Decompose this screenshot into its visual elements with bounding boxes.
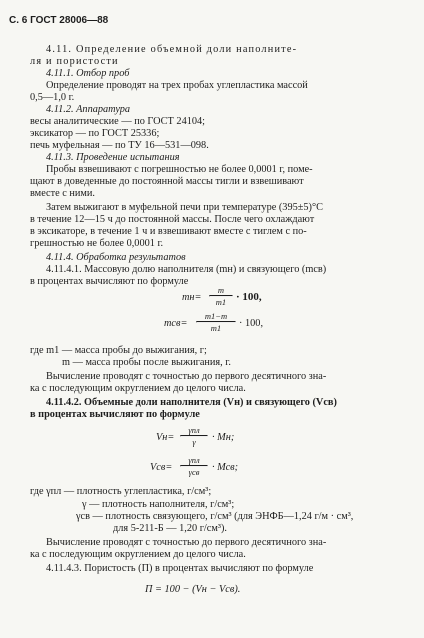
definition-line: для 5-211-Б — 1,20 г/см³).: [113, 523, 227, 534]
paragraph-line: в эксикаторе, в течение 1 ч и взвешивают вместе с тиглем с по-: [30, 226, 307, 237]
formula-lhs: mн=: [182, 292, 202, 303]
fraction-denominator: γ: [192, 437, 196, 447]
definition-line: γсв — плотность связующего, г/см³ (для ЭНФБ—1,24 г/м · см³,: [76, 511, 354, 522]
list-item: печь муфельная — по ТУ 16—531—098.: [30, 140, 209, 151]
formula-lhs: mсв=: [164, 318, 188, 329]
paragraph-line: Вычисление проводят с точностью до первого десятичного зна-: [46, 371, 327, 382]
subsection-title: 4.11.4. Обработка результатов: [46, 252, 186, 263]
paragraph-line: Пробы взвешивают с погрешностью не более 0,0001 г, поме-: [46, 164, 313, 175]
definition-line: m — масса пробы после выжигания, г.: [62, 357, 231, 368]
list-item: весы аналитические — по ГОСТ 24104;: [30, 116, 206, 127]
formula-lhs: Vсв=: [150, 462, 173, 473]
fraction-numerator: γпл: [188, 455, 200, 465]
definition-line: γ — плотность наполнителя, г/см³;: [82, 499, 235, 510]
formula-fraction: [180, 425, 208, 447]
formula-fraction: [196, 311, 236, 333]
section-title-line1: 4.11. Определение объемной доли наполните-: [46, 44, 298, 55]
definition-line: где m1 — масса пробы до выжигания, г;: [30, 345, 207, 356]
formula-porosity: П = 100 − (Vн − Vсв).: [145, 584, 241, 595]
subsection-title: 4.11.1. Отбор проб: [46, 68, 130, 79]
formula-tail: · 100,: [236, 291, 262, 303]
fraction-denominator: m1: [210, 323, 222, 333]
list-item: эксикатор — по ГОСТ 25336;: [30, 128, 160, 139]
formula-tail: · Мн;: [212, 432, 235, 443]
paragraph-line: в течение 12—15 ч до постоянной массы. После чего охлаждают: [30, 214, 315, 225]
paragraph-line: 4.11.4.3. Пористость (П) в процентах вычисляют по формуле: [46, 563, 314, 574]
paragraph-line: вместе с ними.: [30, 188, 96, 199]
paragraph-line: в процентах вычисляют по формуле: [30, 409, 200, 420]
fraction-numerator: m: [217, 285, 225, 295]
formula-fraction: [209, 285, 233, 307]
paragraph-line: ка с последующим округлением до целого числа.: [30, 549, 246, 560]
paragraph-line: щают в доведенные до постоянной массы тигли и взвешивают: [30, 176, 304, 187]
page-header: С. 6 ГОСТ 28006—88: [9, 15, 109, 26]
paragraph-line: в процентах вычисляют по формуле: [30, 276, 189, 287]
fraction-numerator: m1−m: [204, 311, 228, 321]
paragraph-line: Вычисление проводят с точностью до первого десятичного зна-: [46, 537, 327, 548]
fraction-numerator: γпл: [188, 425, 200, 435]
paragraph-line: 4.11.4.1. Массовую долю наполнителя (mн) и связующего (mсв): [46, 264, 327, 275]
subsection-title: 4.11.2. Аппаратура: [46, 104, 131, 115]
formula-tail: · Мсв;: [212, 462, 239, 473]
subsection-title: 4.11.3. Проведение испытания: [46, 152, 180, 163]
fraction-denominator: γсв: [188, 467, 200, 477]
paragraph-line: 4.11.4.2. Объемные доли наполнителя (Vн) и связующего (Vсв): [46, 397, 337, 408]
section-title-line2: ля и пористости: [30, 56, 119, 67]
paragraph-line: 0,5—1,0 г.: [30, 92, 75, 103]
paragraph-line: ка с последующим округлением до целого числа.: [30, 383, 246, 394]
formula-fraction: [180, 455, 208, 477]
formula-tail: · 100,: [239, 318, 264, 329]
paragraph-line: грешностью не более 0,0001 г.: [30, 238, 164, 249]
fraction-denominator: m1: [215, 297, 227, 307]
paragraph-line: Определение проводят на трех пробах углепластика массой: [46, 80, 308, 91]
formula-lhs: Vн=: [156, 432, 175, 443]
paragraph-line: Затем выжигают в муфельной печи при температуре (395±5)°С: [46, 202, 323, 213]
definition-line: где γпл — плотность углепластика, г/см³;: [30, 486, 212, 497]
